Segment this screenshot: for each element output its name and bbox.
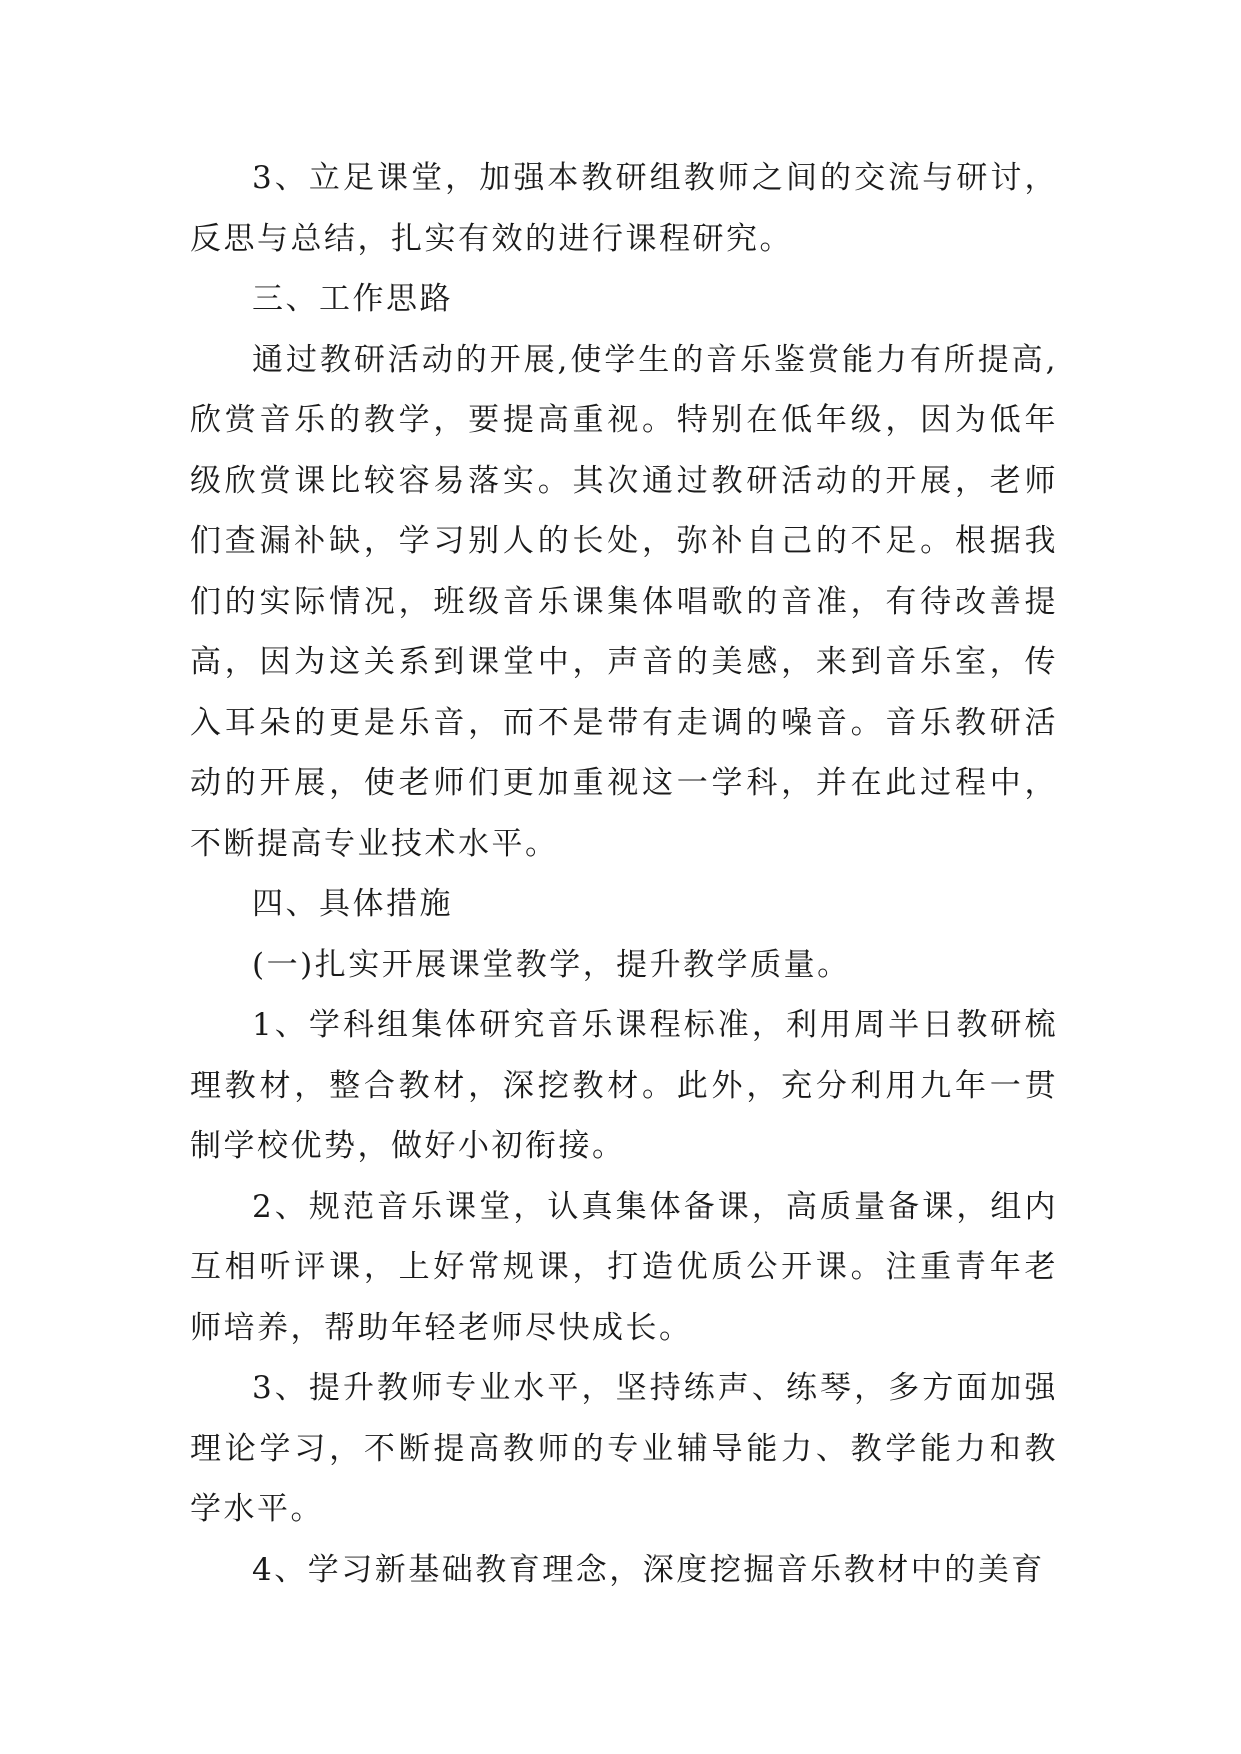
paragraph-item-3-classroom: 3、立足课堂，加强本教研组教师之间的交流与研讨，反思与总结，扎实有效的进行课程研究。 bbox=[190, 160, 1058, 257]
section-heading-work-ideas: 三、工作思路 bbox=[252, 281, 453, 317]
subheading-classroom-teaching: (一)扎实开展课堂教学，提升教学质量。 bbox=[252, 946, 851, 983]
paragraph-measure-3: 3、提升教师专业水平，坚持练声、练琴，多方面加强理论学习，不断提高教师的专业辅导能力、教学能力和教学水平。 bbox=[190, 1370, 1058, 1527]
section-heading-measures: 四、具体措施 bbox=[252, 886, 453, 922]
paragraph-measure-1: 1、学科组集体研究音乐课程标准，利用周半日教研梳理教材，整合教材，深挖教材。此外，充分利用九年一贯制学校优势，做好小初衔接。 bbox=[190, 1007, 1058, 1164]
paragraph-measure-4: 4、学习新基础教育理念，深度挖掘音乐教材中的美育 bbox=[252, 1551, 1045, 1588]
paragraph-work-ideas: 通过教研活动的开展,使学生的音乐鉴赏能力有所提高,欣赏音乐的教学，要提高重视。特别在低年级，因为低年级欣赏课比较容易落实。其次通过教研活动的开展，老师们查漏补缺，学习别人的长处，弥补自己的不足。根据我们的实际情况，班级音乐课集体唱歌的音准，有待改善提高，因为这关系到课堂中，声音的美感，来到音乐室，传入耳朵的更是乐音，而不是带有走调的噪音。音乐教研活动的开展，使老师们更加重视这一学科，并在此过程中，不断提高专业技术水平。 bbox=[190, 341, 1058, 862]
document-body bbox=[190, 148, 1058, 1600]
paragraph-measure-2: 2、规范音乐课堂，认真集体备课，高质量备课，组内互相听评课，上好常规课，打造优质公开课。注重青年老师培养，帮助年轻老师尽快成长。 bbox=[190, 1188, 1058, 1346]
